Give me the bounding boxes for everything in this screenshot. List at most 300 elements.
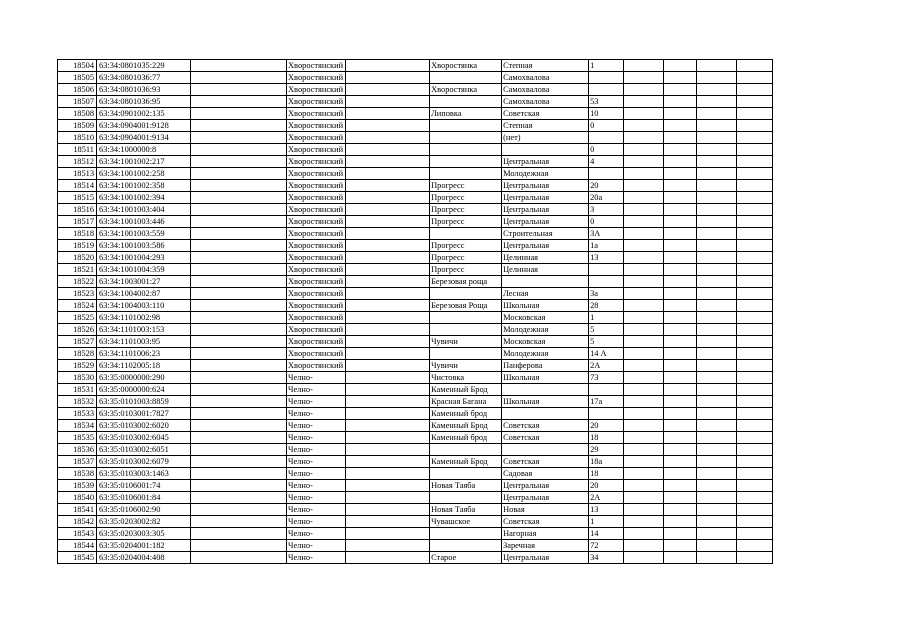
- house-number-cell: 20: [589, 420, 624, 432]
- settlement-cell: Прогресс: [430, 264, 502, 276]
- empty-cell: [737, 132, 773, 144]
- empty-cell: [737, 276, 773, 288]
- empty-cell: [697, 216, 737, 228]
- table-row: [58, 72, 773, 84]
- empty-cell: [737, 360, 773, 372]
- empty-cell: [737, 444, 773, 456]
- district-cell: Хворостянский: [287, 360, 346, 372]
- empty-cell: [664, 120, 697, 132]
- empty-cell: [664, 552, 697, 564]
- cadastral-number-cell: 63:34:1001003:404: [97, 204, 191, 216]
- empty-cell: [191, 336, 287, 348]
- house-number-cell: 3а: [589, 288, 624, 300]
- street-cell: Целинная: [502, 264, 589, 276]
- street-cell: Школьная: [502, 300, 589, 312]
- empty-cell: [346, 456, 430, 468]
- empty-cell: [737, 456, 773, 468]
- street-cell: Самохвалова: [502, 72, 589, 84]
- row-number-cell: 18516: [58, 204, 97, 216]
- empty-cell: [191, 492, 287, 504]
- empty-cell: [346, 396, 430, 408]
- empty-cell: [664, 336, 697, 348]
- empty-cell: [346, 276, 430, 288]
- district-cell: Хворостянский: [287, 324, 346, 336]
- street-cell: Центральная: [502, 552, 589, 564]
- empty-cell: [191, 156, 287, 168]
- empty-cell: [191, 408, 287, 420]
- row-number-cell: 18523: [58, 288, 97, 300]
- empty-cell: [191, 444, 287, 456]
- empty-cell: [346, 120, 430, 132]
- empty-cell: [697, 60, 737, 72]
- settlement-cell: Прогресс: [430, 216, 502, 228]
- street-cell: Центральная: [502, 480, 589, 492]
- empty-cell: [624, 120, 664, 132]
- empty-cell: [346, 324, 430, 336]
- empty-cell: [191, 264, 287, 276]
- empty-cell: [346, 72, 430, 84]
- settlement-cell: [430, 144, 502, 156]
- empty-cell: [346, 432, 430, 444]
- empty-cell: [346, 156, 430, 168]
- house-number-cell: 14: [589, 528, 624, 540]
- empty-cell: [191, 60, 287, 72]
- house-number-cell: 28: [589, 300, 624, 312]
- street-cell: Панферова: [502, 360, 589, 372]
- empty-cell: [624, 204, 664, 216]
- empty-cell: [664, 228, 697, 240]
- house-number-cell: 73: [589, 372, 624, 384]
- empty-cell: [664, 168, 697, 180]
- street-cell: Степная: [502, 120, 589, 132]
- empty-cell: [737, 324, 773, 336]
- house-number-cell: 1: [589, 60, 624, 72]
- empty-cell: [191, 144, 287, 156]
- empty-cell: [697, 372, 737, 384]
- house-number-cell: 17а: [589, 396, 624, 408]
- empty-cell: [624, 504, 664, 516]
- settlement-cell: [430, 324, 502, 336]
- table-row: [58, 324, 773, 336]
- settlement-cell: Старое: [430, 552, 502, 564]
- house-number-cell: 13: [589, 504, 624, 516]
- empty-cell: [664, 432, 697, 444]
- cadastral-number-cell: 63:34:1000000:8: [97, 144, 191, 156]
- cadastral-number-cell: 63:34:1001002:358: [97, 180, 191, 192]
- empty-cell: [191, 456, 287, 468]
- cadastral-number-cell: 63:35:0103002:6079: [97, 456, 191, 468]
- empty-cell: [664, 504, 697, 516]
- empty-cell: [664, 276, 697, 288]
- empty-cell: [664, 204, 697, 216]
- empty-cell: [191, 420, 287, 432]
- table-row: [58, 132, 773, 144]
- empty-cell: [697, 504, 737, 516]
- empty-cell: [191, 72, 287, 84]
- row-number-cell: 18513: [58, 168, 97, 180]
- table-body: [58, 60, 773, 564]
- empty-cell: [624, 300, 664, 312]
- empty-cell: [737, 204, 773, 216]
- empty-cell: [191, 360, 287, 372]
- empty-cell: [664, 360, 697, 372]
- house-number-cell: [589, 84, 624, 96]
- house-number-cell: [589, 168, 624, 180]
- empty-cell: [624, 384, 664, 396]
- empty-cell: [697, 168, 737, 180]
- table-row: [58, 84, 773, 96]
- house-number-cell: 20: [589, 180, 624, 192]
- table-row: [58, 408, 773, 420]
- empty-cell: [697, 312, 737, 324]
- row-number-cell: 18518: [58, 228, 97, 240]
- empty-cell: [697, 252, 737, 264]
- settlement-cell: Красная Багана: [430, 396, 502, 408]
- table-row: [58, 456, 773, 468]
- empty-cell: [346, 300, 430, 312]
- empty-cell: [346, 240, 430, 252]
- empty-cell: [346, 516, 430, 528]
- empty-cell: [624, 60, 664, 72]
- empty-cell: [737, 396, 773, 408]
- district-cell: Хворостянский: [287, 276, 346, 288]
- empty-cell: [191, 216, 287, 228]
- empty-cell: [191, 240, 287, 252]
- cadastral-number-cell: 63:34:1102005:18: [97, 360, 191, 372]
- empty-cell: [664, 396, 697, 408]
- empty-cell: [737, 468, 773, 480]
- empty-cell: [737, 516, 773, 528]
- empty-cell: [697, 240, 737, 252]
- table-row: [58, 384, 773, 396]
- district-cell: Хворостянский: [287, 84, 346, 96]
- cadastral-number-cell: 63:34:1001002:258: [97, 168, 191, 180]
- empty-cell: [191, 372, 287, 384]
- street-cell: Школьная: [502, 396, 589, 408]
- empty-cell: [664, 384, 697, 396]
- settlement-cell: Каменный брод: [430, 432, 502, 444]
- empty-cell: [664, 420, 697, 432]
- district-cell: Челно-: [287, 420, 346, 432]
- house-number-cell: [589, 408, 624, 420]
- empty-cell: [664, 408, 697, 420]
- empty-cell: [191, 84, 287, 96]
- house-number-cell: 1а: [589, 240, 624, 252]
- empty-cell: [624, 516, 664, 528]
- empty-cell: [737, 96, 773, 108]
- cadastral-number-cell: 63:35:0106001:74: [97, 480, 191, 492]
- house-number-cell: 0: [589, 120, 624, 132]
- settlement-cell: [430, 228, 502, 240]
- row-number-cell: 18540: [58, 492, 97, 504]
- empty-cell: [624, 396, 664, 408]
- empty-cell: [191, 228, 287, 240]
- empty-cell: [697, 192, 737, 204]
- table-row: [58, 276, 773, 288]
- district-cell: Челно-: [287, 552, 346, 564]
- settlement-cell: Прогресс: [430, 192, 502, 204]
- empty-cell: [737, 264, 773, 276]
- house-number-cell: 5: [589, 336, 624, 348]
- empty-cell: [346, 492, 430, 504]
- district-cell: Хворостянский: [287, 96, 346, 108]
- empty-cell: [624, 72, 664, 84]
- district-cell: Челно-: [287, 456, 346, 468]
- house-number-cell: 2А: [589, 360, 624, 372]
- house-number-cell: [589, 264, 624, 276]
- street-cell: Школьная: [502, 372, 589, 384]
- table-row: [58, 180, 773, 192]
- empty-cell: [624, 420, 664, 432]
- empty-cell: [624, 312, 664, 324]
- settlement-cell: [430, 120, 502, 132]
- empty-cell: [697, 264, 737, 276]
- row-number-cell: 18537: [58, 456, 97, 468]
- empty-cell: [346, 480, 430, 492]
- empty-cell: [191, 168, 287, 180]
- empty-cell: [664, 252, 697, 264]
- empty-cell: [191, 204, 287, 216]
- cadastral-number-cell: 63:35:0203003:305: [97, 528, 191, 540]
- empty-cell: [664, 156, 697, 168]
- house-number-cell: 1: [589, 516, 624, 528]
- table-row: [58, 420, 773, 432]
- district-cell: Челно-: [287, 432, 346, 444]
- row-number-cell: 18544: [58, 540, 97, 552]
- empty-cell: [664, 180, 697, 192]
- empty-cell: [697, 120, 737, 132]
- cadastral-number-cell: 63:34:1101002:98: [97, 312, 191, 324]
- empty-cell: [191, 348, 287, 360]
- street-cell: Молодежная: [502, 168, 589, 180]
- street-cell: Лесная: [502, 288, 589, 300]
- table-row: [58, 120, 773, 132]
- cadastral-number-cell: 63:35:0204004:408: [97, 552, 191, 564]
- settlement-cell: Чувичи: [430, 336, 502, 348]
- cadastral-number-cell: 63:35:0103002:6020: [97, 420, 191, 432]
- cadastral-number-cell: 63:34:1001004:359: [97, 264, 191, 276]
- empty-cell: [346, 384, 430, 396]
- settlement-cell: Новая Таяба: [430, 480, 502, 492]
- district-cell: Хворостянский: [287, 144, 346, 156]
- house-number-cell: 2А: [589, 492, 624, 504]
- empty-cell: [346, 540, 430, 552]
- settlement-cell: Чувичи: [430, 360, 502, 372]
- street-cell: [502, 144, 589, 156]
- empty-cell: [697, 300, 737, 312]
- settlement-cell: Хворостянка: [430, 60, 502, 72]
- empty-cell: [737, 84, 773, 96]
- street-cell: Центральная: [502, 240, 589, 252]
- empty-cell: [697, 336, 737, 348]
- empty-cell: [697, 480, 737, 492]
- row-number-cell: 18530: [58, 372, 97, 384]
- table-row: [58, 360, 773, 372]
- empty-cell: [191, 540, 287, 552]
- empty-cell: [664, 480, 697, 492]
- row-number-cell: 18515: [58, 192, 97, 204]
- settlement-cell: Прогресс: [430, 252, 502, 264]
- empty-cell: [664, 348, 697, 360]
- district-cell: Хворостянский: [287, 168, 346, 180]
- empty-cell: [697, 396, 737, 408]
- row-number-cell: 18533: [58, 408, 97, 420]
- table-row: [58, 372, 773, 384]
- empty-cell: [697, 180, 737, 192]
- street-cell: (нет): [502, 132, 589, 144]
- district-cell: Хворостянский: [287, 192, 346, 204]
- row-number-cell: 18543: [58, 528, 97, 540]
- district-cell: Хворостянский: [287, 72, 346, 84]
- settlement-cell: [430, 96, 502, 108]
- table-row: [58, 216, 773, 228]
- empty-cell: [624, 252, 664, 264]
- empty-cell: [737, 288, 773, 300]
- cadastral-number-cell: 63:34:1101003:95: [97, 336, 191, 348]
- empty-cell: [664, 300, 697, 312]
- row-number-cell: 18532: [58, 396, 97, 408]
- empty-cell: [191, 552, 287, 564]
- empty-cell: [697, 156, 737, 168]
- row-number-cell: 18545: [58, 552, 97, 564]
- empty-cell: [191, 132, 287, 144]
- settlement-cell: Новая Таяба: [430, 504, 502, 516]
- house-number-cell: 13: [589, 252, 624, 264]
- empty-cell: [664, 312, 697, 324]
- settlement-cell: [430, 72, 502, 84]
- empty-cell: [664, 528, 697, 540]
- row-number-cell: 18534: [58, 420, 97, 432]
- table-row: [58, 396, 773, 408]
- empty-cell: [346, 372, 430, 384]
- empty-cell: [624, 360, 664, 372]
- district-cell: Челно-: [287, 528, 346, 540]
- empty-cell: [664, 492, 697, 504]
- empty-cell: [624, 372, 664, 384]
- district-cell: Хворостянский: [287, 252, 346, 264]
- cadastral-number-cell: 63:34:1004002:87: [97, 288, 191, 300]
- cadastral-number-cell: 63:35:0103002:6045: [97, 432, 191, 444]
- empty-cell: [664, 216, 697, 228]
- street-cell: Садовая: [502, 468, 589, 480]
- empty-cell: [346, 204, 430, 216]
- empty-cell: [346, 420, 430, 432]
- house-number-cell: 18а: [589, 456, 624, 468]
- cadastral-number-cell: 63:34:0801036:95: [97, 96, 191, 108]
- empty-cell: [737, 120, 773, 132]
- cadastral-number-cell: 63:35:0203002:82: [97, 516, 191, 528]
- empty-cell: [624, 540, 664, 552]
- empty-cell: [737, 240, 773, 252]
- row-number-cell: 18524: [58, 300, 97, 312]
- table-row: [58, 300, 773, 312]
- empty-cell: [346, 528, 430, 540]
- table-row: [58, 96, 773, 108]
- empty-cell: [624, 444, 664, 456]
- empty-cell: [346, 216, 430, 228]
- house-number-cell: [589, 276, 624, 288]
- empty-cell: [624, 132, 664, 144]
- empty-cell: [737, 492, 773, 504]
- district-cell: Хворостянский: [287, 216, 346, 228]
- settlement-cell: [430, 312, 502, 324]
- house-number-cell: 18: [589, 468, 624, 480]
- empty-cell: [191, 96, 287, 108]
- district-cell: Хворостянский: [287, 240, 346, 252]
- empty-cell: [697, 360, 737, 372]
- empty-cell: [191, 324, 287, 336]
- row-number-cell: 18531: [58, 384, 97, 396]
- empty-cell: [697, 420, 737, 432]
- table-row: [58, 444, 773, 456]
- row-number-cell: 18519: [58, 240, 97, 252]
- district-cell: Хворостянский: [287, 156, 346, 168]
- empty-cell: [191, 504, 287, 516]
- settlement-cell: [430, 528, 502, 540]
- empty-cell: [664, 240, 697, 252]
- table-row: [58, 348, 773, 360]
- row-number-cell: 18504: [58, 60, 97, 72]
- empty-cell: [624, 264, 664, 276]
- empty-cell: [624, 168, 664, 180]
- district-cell: Хворостянский: [287, 336, 346, 348]
- street-cell: Советская: [502, 432, 589, 444]
- empty-cell: [737, 372, 773, 384]
- empty-cell: [346, 408, 430, 420]
- cadastral-number-cell: 63:34:1001003:446: [97, 216, 191, 228]
- empty-cell: [624, 192, 664, 204]
- row-number-cell: 18522: [58, 276, 97, 288]
- row-number-cell: 18526: [58, 324, 97, 336]
- empty-cell: [191, 120, 287, 132]
- table-row: [58, 264, 773, 276]
- empty-cell: [737, 216, 773, 228]
- empty-cell: [664, 444, 697, 456]
- empty-cell: [737, 192, 773, 204]
- cadastral-number-cell: 63:34:1001003:586: [97, 240, 191, 252]
- empty-cell: [737, 144, 773, 156]
- empty-cell: [697, 408, 737, 420]
- street-cell: Самохвалова: [502, 84, 589, 96]
- empty-cell: [346, 504, 430, 516]
- empty-cell: [664, 132, 697, 144]
- district-cell: Челно-: [287, 384, 346, 396]
- cadastral-number-cell: 63:34:0801036:77: [97, 72, 191, 84]
- row-number-cell: 18536: [58, 444, 97, 456]
- district-cell: Хворостянский: [287, 108, 346, 120]
- house-number-cell: 20: [589, 480, 624, 492]
- row-number-cell: 18511: [58, 144, 97, 156]
- house-number-cell: 5: [589, 324, 624, 336]
- empty-cell: [191, 108, 287, 120]
- empty-cell: [737, 504, 773, 516]
- street-cell: Советская: [502, 516, 589, 528]
- empty-cell: [346, 348, 430, 360]
- cadastral-number-cell: 63:34:0801036:93: [97, 84, 191, 96]
- settlement-cell: [430, 156, 502, 168]
- street-cell: [502, 384, 589, 396]
- empty-cell: [664, 516, 697, 528]
- settlement-cell: Березовая Роща: [430, 300, 502, 312]
- empty-cell: [624, 216, 664, 228]
- empty-cell: [737, 168, 773, 180]
- house-number-cell: 29: [589, 444, 624, 456]
- street-cell: Центральная: [502, 216, 589, 228]
- table-row: [58, 168, 773, 180]
- empty-cell: [624, 480, 664, 492]
- empty-cell: [697, 444, 737, 456]
- table-row: [58, 60, 773, 72]
